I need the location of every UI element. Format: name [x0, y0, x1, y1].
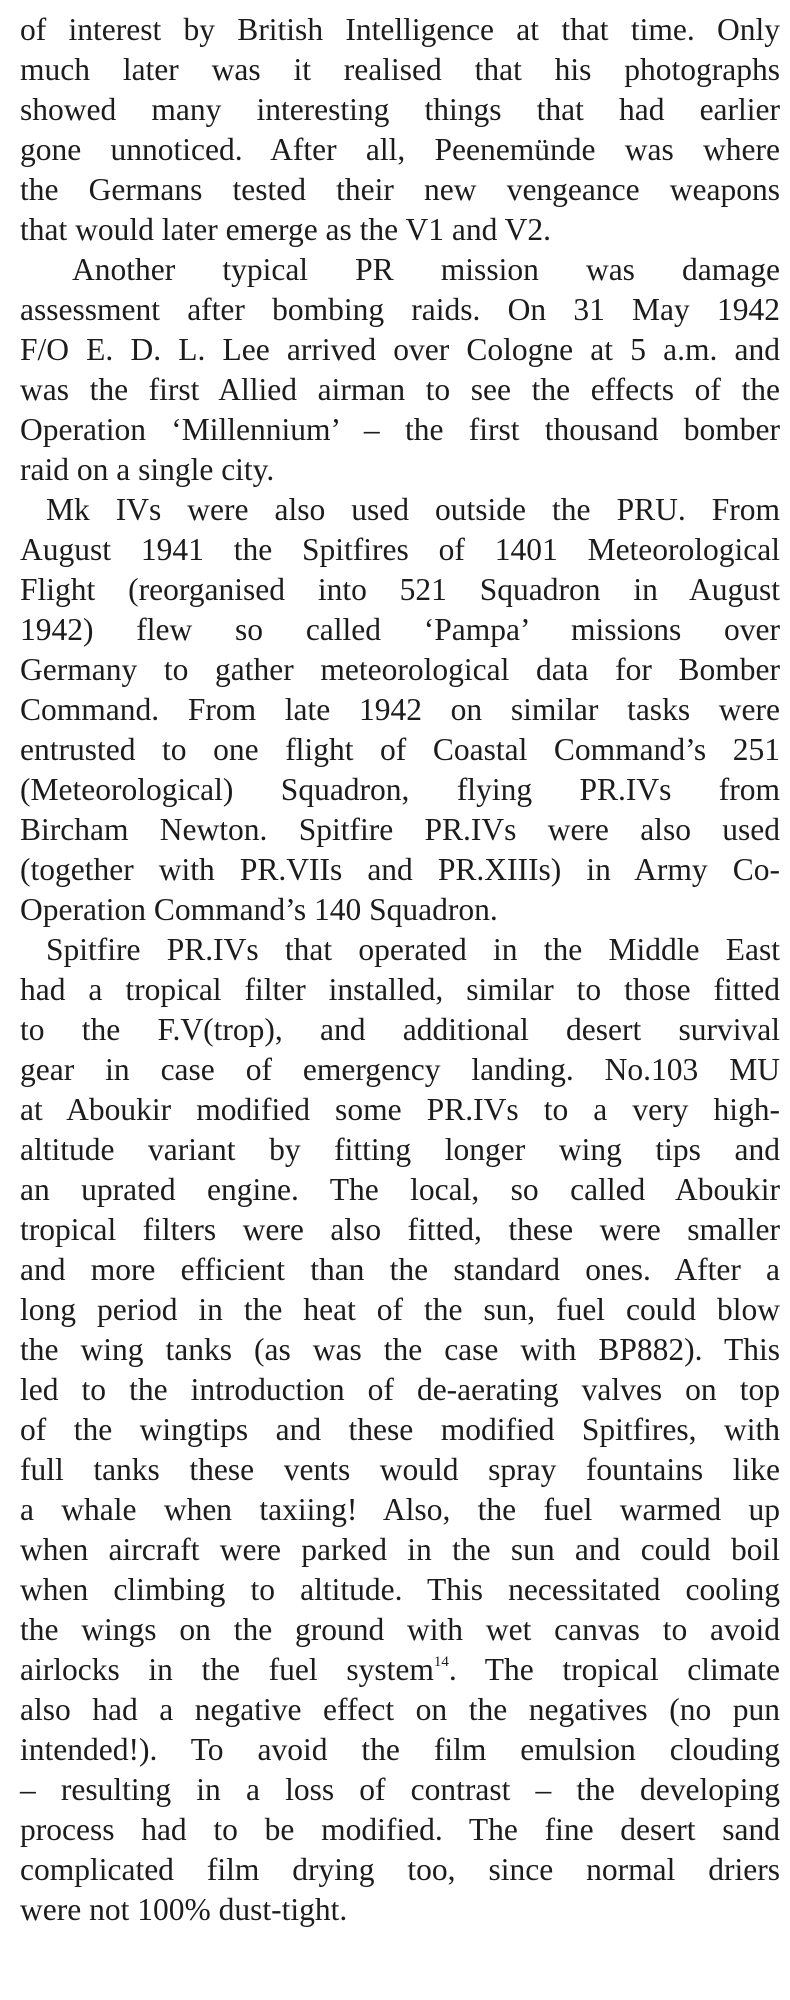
text-line: of interest by British Intelligence at that time. Only [20, 12, 780, 47]
paragraph-damage-assessment [20, 250, 780, 490]
text-line: showed many interesting things that had earlier [20, 92, 780, 127]
text-line: and more efficient than the standard ones. After a [20, 1252, 780, 1287]
text-line: much later was it realised that his photographs [20, 52, 780, 87]
text-line: that would later emerge as the V1 and V2. [20, 212, 551, 247]
footnote-text-line [20, 1650, 780, 1690]
text-line: Mk IVs were also used outside the PRU. From [46, 492, 780, 527]
text-line: were not 100% dust-tight. [20, 1892, 348, 1927]
text-line: long period in the heat of the sun, fuel could blow [20, 1292, 780, 1327]
text-line: when aircraft were parked in the sun and could boil [20, 1532, 780, 1567]
text-line: intended!). To avoid the film emulsion clouding [20, 1732, 780, 1767]
text-line: (Meteorological) Squadron, flying PR.IVs from [20, 772, 780, 807]
text-line: F/O E. D. L. Lee arrived over Cologne at 5 a.m. and [20, 332, 780, 367]
text-line: at Aboukir modified some PR.IVs to a very high- [20, 1092, 780, 1127]
text-line: gear in case of emergency landing. No.103 MU [20, 1052, 780, 1087]
text-line: led to the introduction of de-aerating valves on top [20, 1372, 780, 1407]
text-line: tropical filters were also fitted, these were smaller [20, 1212, 780, 1247]
text-line: Germany to gather meteorological data for Bomber [20, 652, 780, 687]
text-line: 1942) flew so called ‘Pampa’ missions over [20, 612, 780, 647]
text-line: the wings on the ground with wet canvas to avoid [20, 1612, 780, 1647]
text-line: entrusted to one flight of Coastal Command’s 251 [20, 732, 780, 767]
text-line: of the wingtips and these modified Spitfires, with [20, 1412, 780, 1447]
text-line: Command. From late 1942 on similar tasks were [20, 692, 780, 727]
text-line: Operation ‘Millennium’ – the first thousand bomber [20, 412, 780, 447]
text-line: the Germans tested their new vengeance weapons [20, 172, 780, 207]
text-line: complicated film drying too, since normal driers [20, 1852, 780, 1887]
text-line: assessment after bombing raids. On 31 May 1942 [20, 292, 780, 327]
text-line: August 1941 the Spitfires of 1401 Meteorological [20, 532, 780, 567]
text-line: Flight (reorganised into 521 Squadron in August [20, 572, 780, 607]
text-line: raid on a single city. [20, 452, 275, 487]
text-line: also had a negative effect on the negatives (no pun [20, 1692, 780, 1727]
paragraph-meteorological-flights [20, 490, 780, 930]
text-line: when climbing to altitude. This necessitated cooling [20, 1572, 780, 1607]
text-line: to the F.V(trop), and additional desert survival [20, 1012, 780, 1047]
text-line: had a tropical filter installed, similar to those fitted [20, 972, 780, 1007]
text-line: altitude variant by fitting longer wing tips and [20, 1132, 780, 1167]
text-line: process had to be modified. The fine desert sand [20, 1812, 780, 1847]
text-line: the wing tanks (as was the case with BP882). This [20, 1332, 780, 1367]
text-line: Bircham Newton. Spitfire PR.IVs were also used [20, 812, 780, 847]
footnote-reference: 14 [433, 1654, 449, 1670]
text-line: (together with PR.VIIs and PR.XIIIs) in Army Co- [20, 852, 780, 887]
text-line: was the first Allied airman to see the effects of the [20, 372, 780, 407]
text-line: Operation Command’s 140 Squadron. [20, 892, 498, 927]
text-line: Spitfire PR.IVs that operated in the Middle East [46, 932, 780, 967]
footnote-line-before: airlocks in the fuel system [20, 1652, 434, 1687]
text-line: an uprated engine. The local, so called Aboukir [20, 1172, 780, 1207]
text-line: a whale when taxiing! Also, the fuel warmed up [20, 1492, 780, 1527]
document-page [20, 10, 780, 1930]
text-line: gone unnoticed. After all, Peenemünde was where [20, 132, 780, 167]
paragraph-peenemunde [20, 10, 780, 250]
text-line: – resulting in a loss of contrast – the developing [20, 1772, 780, 1807]
text-line: full tanks these vents would spray fountains like [20, 1452, 780, 1487]
paragraph-middle-east [20, 930, 780, 1930]
footnote-line-after: . The tropical climate [448, 1652, 780, 1687]
text-line: Another typical PR mission was damage [72, 252, 780, 287]
